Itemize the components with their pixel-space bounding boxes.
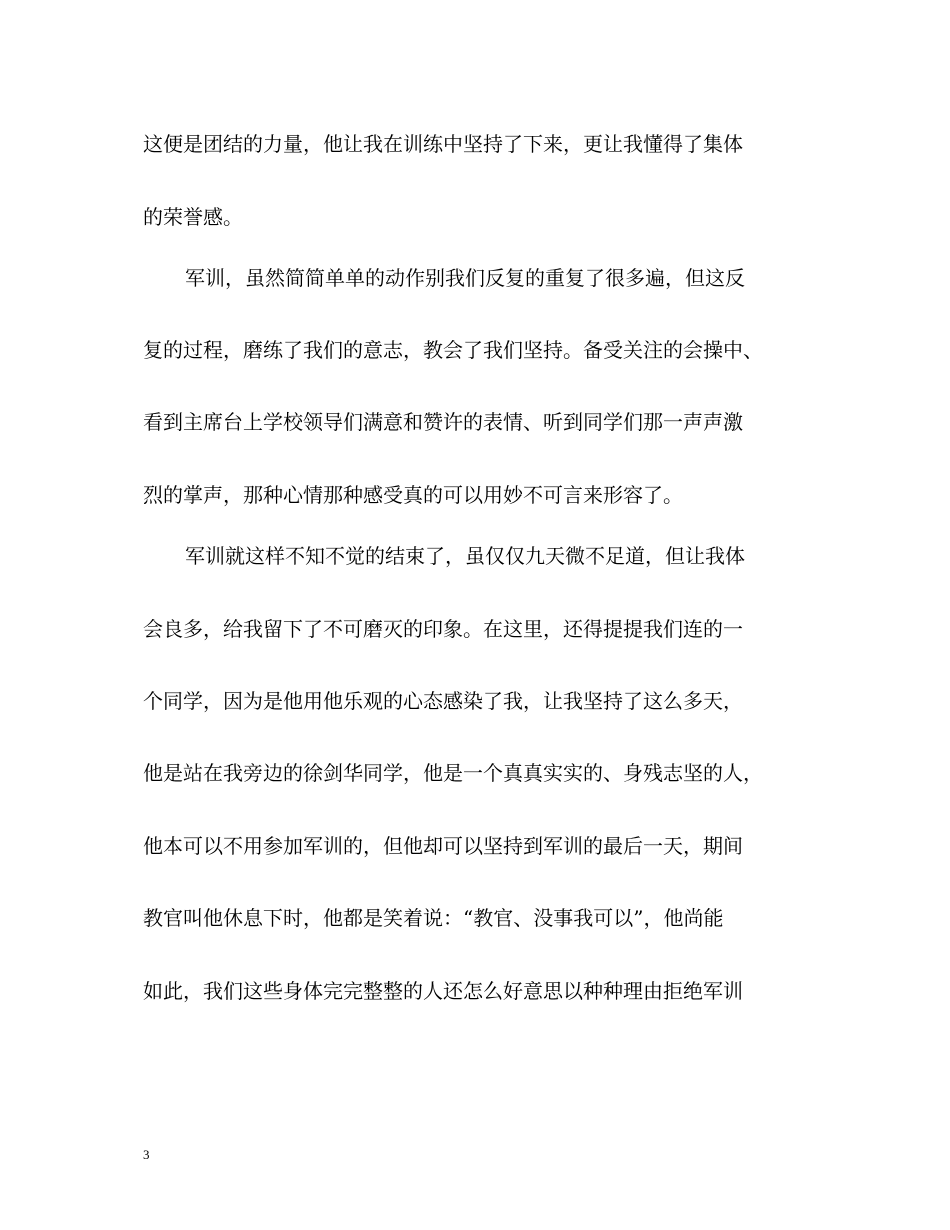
text-line: 个同学，因为是他用他乐观的心态感染了我，让我坚持了这么多天，: [143, 689, 743, 713]
page-number: 3: [143, 1147, 150, 1162]
text-line: 烈的掌声，那种心情那种感受真的可以用妙不可言来形容了。: [143, 483, 683, 507]
paragraph-first-line: 军训，虽然简简单单的动作别我们反复的重复了很多遍，但这反: [185, 266, 745, 290]
text-line: 这便是团结的力量，他让我在训练中坚持了下来，更让我懂得了集体: [143, 132, 743, 156]
paragraph-first-line: 军训就这样不知不觉的结束了，虽仅仅九天微不足道，但让我体: [185, 544, 745, 568]
text-line: 如此，我们这些身体完完整整的人还怎么好意思以种种理由拒绝军训: [143, 979, 743, 1003]
text-line: 他本可以不用参加军训的，但他却可以坚持到军训的最后一天，期间: [143, 834, 743, 858]
text-line: 会良多，给我留下了不可磨灭的印象。在这里，还得提提我们连的一: [143, 617, 743, 641]
text-line: 他是站在我旁边的徐剑华同学，他是一个真真实实的、身残志坚的人，: [143, 761, 763, 785]
text-line: 的荣誉感。: [143, 205, 243, 229]
text-line: 教官叫他休息下时，他都是笑着说：“教官、没事我可以”，他尚能: [143, 906, 724, 930]
text-line: 复的过程，磨练了我们的意志，教会了我们坚持。备受关注的会操中、: [143, 338, 763, 362]
text-line: 看到主席台上学校领导们满意和赞许的表情、听到同学们那一声声激: [143, 410, 743, 434]
